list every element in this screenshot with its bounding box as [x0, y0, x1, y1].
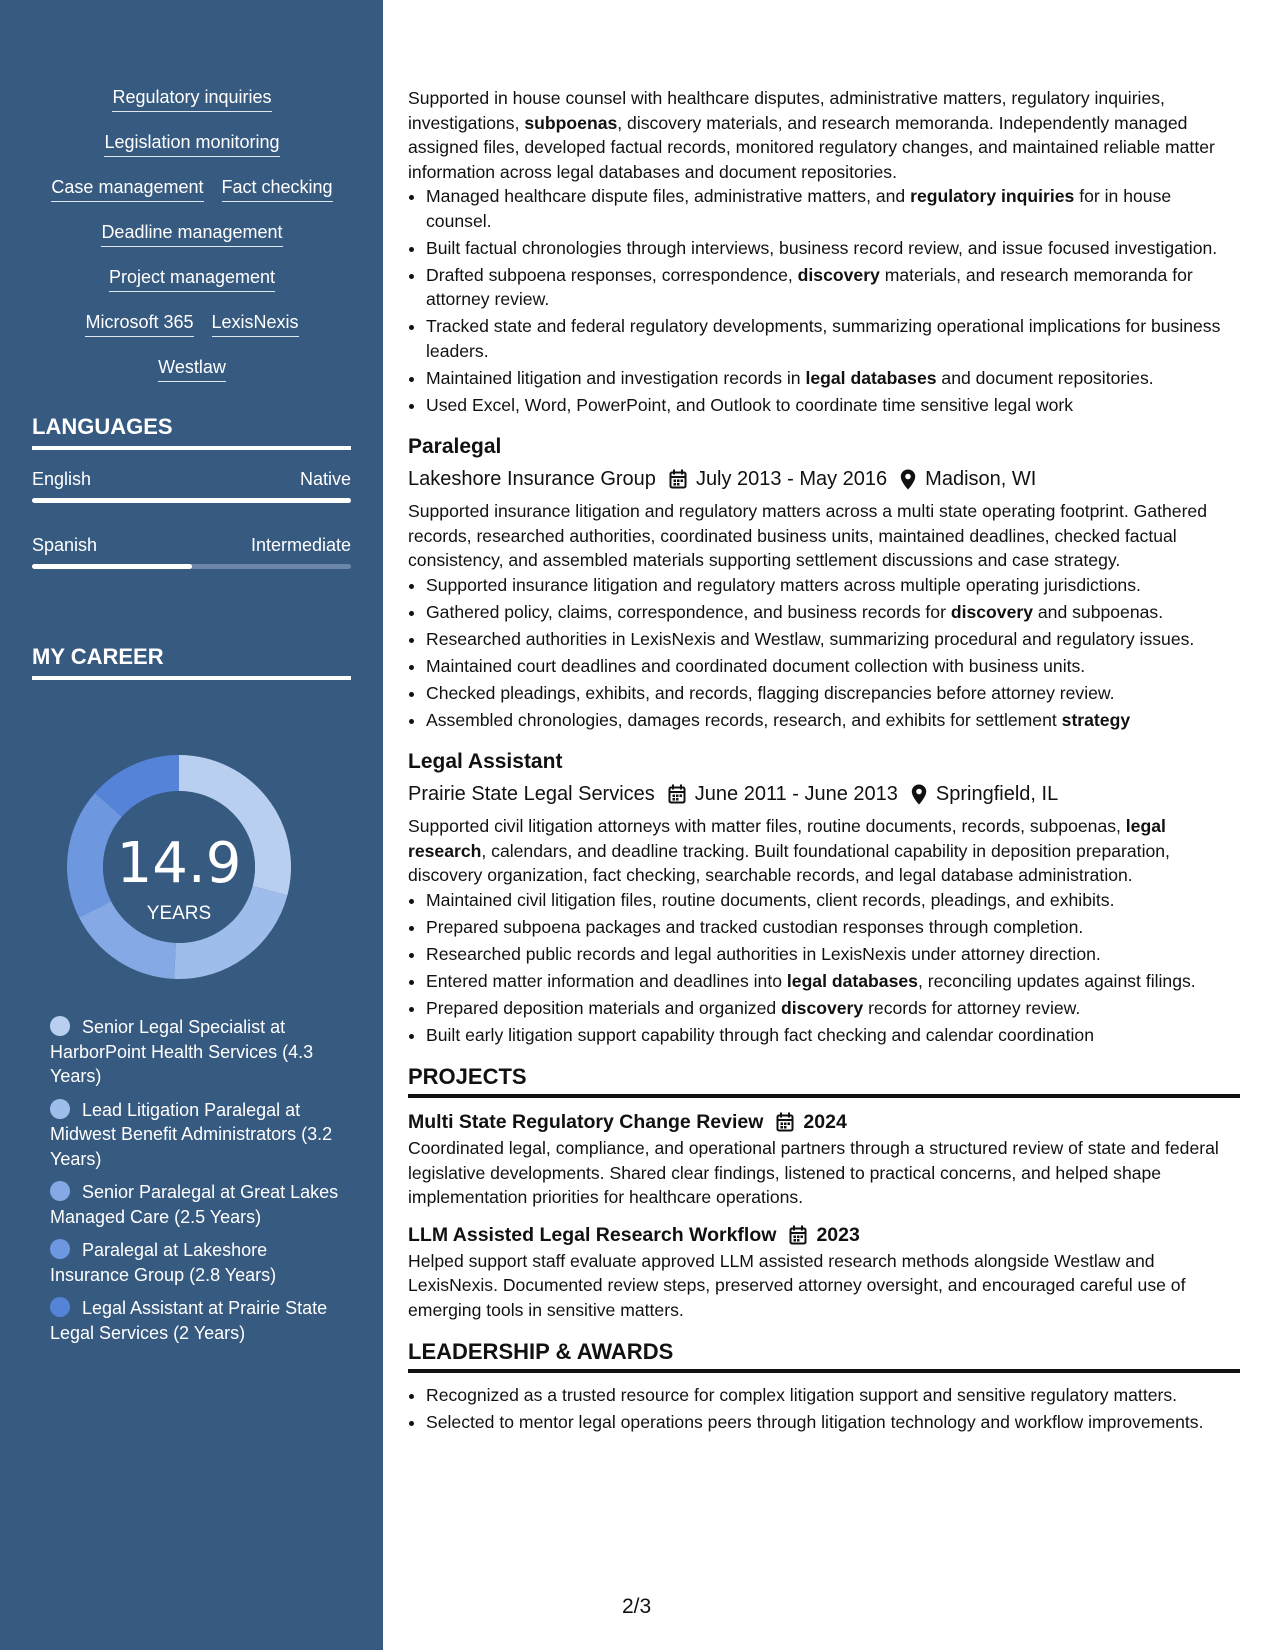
bullet-item: • Supported insurance litigation and regulatory matters across multiple operating jurisdictions. [426, 573, 1240, 598]
job-summary: Supported in house counsel with healthcare disputes, administrative matters, regulatory inquiries, investigations, subpoenas, discovery materials, and research memoranda. Independently managed assigned files, developed factual records, monitored regulatory changes, and maintained reliable matter information across legal databases and document repositories. [408, 88, 1215, 182]
calendar-icon [668, 784, 686, 804]
award-item: • Recognized as a trusted resource for complex litigation support and sensitive regulatory matters. [426, 1383, 1240, 1408]
awards-list [408, 1383, 1240, 1435]
page-number: 2/3 [622, 1595, 652, 1618]
awards-heading: LEADERSHIP & AWARDS [408, 1338, 1240, 1373]
skill-row [32, 356, 352, 401]
skill-row [32, 266, 352, 311]
calendar-icon [776, 1112, 794, 1132]
job-legal-assistant [408, 748, 1240, 1047]
language-bar-fill [32, 564, 192, 569]
job-summary: Supported civil litigation attorneys with matter files, routine documents, records, subpoenas, legal research, calendars, and deadline tracking. Built foundational capability in deposition preparation, discovery organization, fact checking, searchable records, and legal database administration. [408, 816, 1170, 885]
career-dot-icon [50, 1099, 70, 1119]
skill-link[interactable]: Microsoft 365 [85, 311, 193, 337]
skill-link[interactable]: Deadline management [101, 221, 282, 247]
language-bar [32, 498, 351, 503]
project-title [408, 1108, 1240, 1136]
skill-row [32, 86, 352, 131]
languages-heading: LANGUAGES [32, 414, 351, 450]
career-legend [50, 1015, 340, 1354]
bullet-item: • Built factual chronologies through interviews, business record review, and issue focused investigation. [426, 236, 1240, 261]
bullet-item: • Managed healthcare dispute files, administrative matters, and regulatory inquiries for in house counsel. [426, 184, 1240, 233]
career-dot-icon [50, 1239, 70, 1259]
career-dot-icon [50, 1297, 70, 1317]
job-summary: Supported insurance litigation and regulatory matters across a multi state operating footprint. Gathered records, researched authorities, coordinated business units, maintained deadlines, checked factual consistency, and assembled materials supporting settlement discussions and case strategy. [408, 501, 1208, 570]
job-location: Madison, WI [925, 468, 1037, 490]
project-description: Helped support staff evaluate approved LLM assisted research methods alongside Westlaw and LexisNexis. Documented review steps, preserved attorney oversight, and encouraged careful use of emerging tools in sensitive matters. [408, 1250, 1186, 1320]
job-dates: July 2013 - May 2016 [695, 468, 888, 490]
career-heading: MY CAREER [32, 644, 351, 680]
skill-link[interactable]: Project management [109, 266, 275, 292]
skill-link[interactable]: Regulatory inquiries [112, 86, 271, 112]
skill-link[interactable]: Legislation monitoring [104, 131, 279, 157]
location-pin-icon [911, 784, 927, 805]
career-item: Senior Legal Specialist at HarborPoint Health Services (4.3 Years) [50, 1017, 314, 1086]
job-senior-legal-specialist [408, 86, 1240, 417]
career-item: Legal Assistant at Prairie State Legal Services (2 Years) [50, 1298, 328, 1343]
language-level: Intermediate [250, 535, 351, 555]
skill-link[interactable]: Westlaw [158, 356, 226, 382]
project-title [408, 1221, 1240, 1249]
bullet-item: • Assembled chronologies, damages records, research, and exhibits for settlement strategy [426, 708, 1240, 733]
bullet-item: • Entered matter information and deadlines into legal databases, reconciling updates against filings. [426, 969, 1240, 994]
projects-heading: PROJECTS [408, 1063, 1240, 1098]
job-bullets [408, 184, 1240, 417]
career-item: Lead Litigation Paralegal at Midwest Benefit Administrators (3.2 Years) [50, 1099, 333, 1169]
career-dot-icon [50, 1016, 70, 1036]
project-name: LLM Assisted Legal Research Workflow [408, 1223, 777, 1246]
sidebar [0, 0, 383, 1650]
language-name: Spanish [32, 535, 98, 555]
job-meta [408, 780, 1240, 808]
skill-row [32, 221, 352, 266]
bullet-item: • Gathered policy, claims, correspondence, and business records for discovery and subpoenas. [426, 600, 1240, 625]
calendar-icon [789, 1225, 807, 1245]
project-item [408, 1221, 1240, 1323]
skill-row [32, 131, 352, 176]
bullet-item: • Drafted subpoena responses, correspondence, discovery materials, and research memoranda for attorney review. [426, 263, 1240, 312]
language-level: Native [299, 469, 351, 489]
language-bar [32, 564, 351, 569]
bullet-item: • Researched public records and legal authorities in LexisNexis under attorney direction. [426, 942, 1240, 967]
job-location: Springfield, IL [935, 783, 1059, 805]
company-name: Prairie State Legal Services [408, 783, 655, 805]
skill-link[interactable]: Case management [51, 176, 203, 202]
skill-row [32, 176, 352, 221]
bullet-item: • Maintained civil litigation files, routine documents, client records, pleadings, and exhibits. [426, 888, 1240, 913]
project-item [408, 1108, 1240, 1210]
skills-list [32, 86, 352, 401]
bullet-item: • Prepared deposition materials and organized discovery records for attorney review. [426, 996, 1240, 1021]
career-item: Paralegal at Lakeshore Insurance Group (2.8 Years) [50, 1240, 277, 1285]
career-total: 14.9 [116, 831, 242, 896]
language-spanish [32, 535, 351, 569]
bullet-item: • Maintained court deadlines and coordinated document collection with business units. [426, 654, 1240, 679]
career-item: Senior Paralegal at Great Lakes Managed Care (2.5 Years) [50, 1182, 339, 1227]
calendar-icon [669, 469, 687, 489]
skill-link[interactable]: LexisNexis [212, 311, 299, 337]
job-bullets [408, 573, 1240, 733]
award-item: • Selected to mentor legal operations peers through litigation technology and workflow improvements. [426, 1410, 1240, 1435]
bullet-item: • Researched authorities in LexisNexis and Westlaw, summarizing procedural and regulatory issues. [426, 627, 1240, 652]
bullet-item: • Tracked state and federal regulatory developments, summarizing operational implications for business leaders. [426, 314, 1240, 363]
job-meta [408, 465, 1240, 493]
language-name: English [32, 469, 92, 489]
project-year: 2023 [816, 1223, 860, 1246]
job-dates: June 2011 - June 2013 [694, 783, 898, 805]
project-description: Coordinated legal, compliance, and operational partners through a structured review of state and federal legislative developments. Shared clear findings, listened to practical concerns, and helped shape implementation priorities for healthcare operations. [408, 1138, 1219, 1207]
language-bar-fill [32, 498, 351, 503]
bullet-item: • Maintained litigation and investigation records in legal databases and document repositories. [426, 366, 1240, 391]
career-unit: YEARS [146, 903, 212, 924]
bullet-item: • Prepared subpoena packages and tracked custodian responses through completion. [426, 915, 1240, 940]
bullet-item: • Used Excel, Word, PowerPoint, and Outlook to coordinate time sensitive legal work [426, 393, 1240, 418]
skill-link[interactable]: Fact checking [222, 176, 333, 202]
career-dot-icon [50, 1181, 70, 1201]
job-paralegal [408, 433, 1240, 732]
location-pin-icon [900, 469, 916, 490]
project-year: 2024 [803, 1111, 847, 1133]
bullet-item: • Built early litigation support capability through fact checking and calendar coordination [426, 1023, 1240, 1048]
company-name: Lakeshore Insurance Group [408, 468, 656, 490]
career-donut-chart [64, 752, 294, 982]
job-title: Legal Assistant [408, 750, 563, 773]
job-title: Paralegal [408, 435, 502, 458]
bullet-item: • Checked pleadings, exhibits, and records, flagging discrepancies before attorney review. [426, 681, 1240, 706]
main-content [408, 86, 1240, 1437]
job-bullets [408, 888, 1240, 1048]
skill-row [32, 311, 352, 356]
language-english [32, 469, 351, 503]
project-name: Multi State Regulatory Change Review [408, 1111, 764, 1133]
